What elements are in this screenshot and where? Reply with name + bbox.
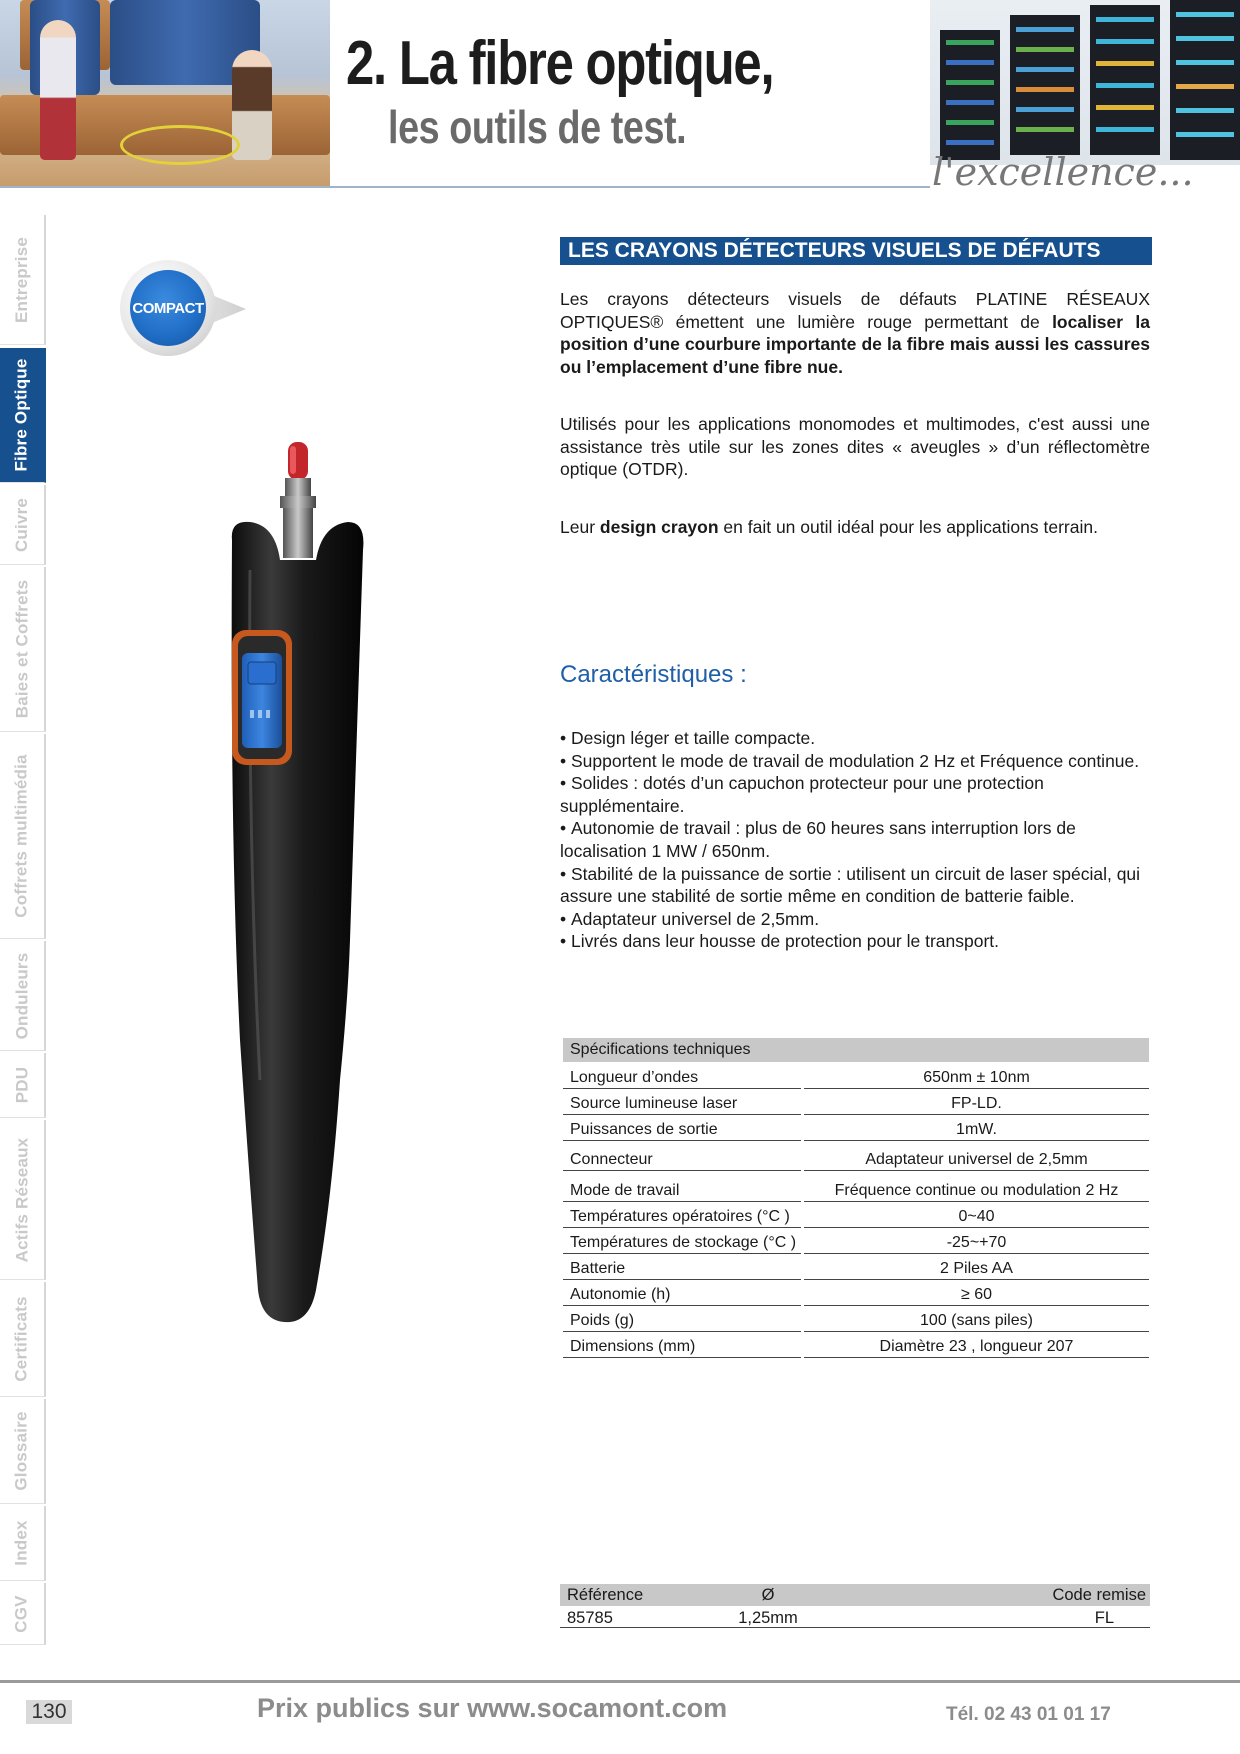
tab-entreprise[interactable] [0,215,46,345]
spec-label: Dimensions (mm) [563,1334,801,1358]
intro-text-bold: localiser la position d’une courbure importante de la fibre mais aussi les cassures ou l’emplacement d’une fibre nue. [560,311,1150,377]
spec-label: Autonomie (h) [563,1282,801,1306]
spec-label: Connecteur [563,1147,801,1171]
table-row [563,1147,1149,1171]
header-photo-patch-panels [930,0,1240,165]
phone-number: Tél. 02 43 01 01 17 [946,1704,1111,1725]
table-row [563,1256,1149,1280]
spec-label: Températures opératoires (°C ) [563,1204,801,1228]
column-header-diameter: Ø [761,1586,775,1604]
code-remise-value: FL [1094,1609,1114,1627]
intro-paragraph [560,288,1150,378]
specs-table-header: Spécifications techniques [563,1038,1149,1062]
spec-value: Diamètre 23 , longueur 207 [804,1334,1149,1358]
characteristics-list [560,727,1160,953]
tab-pdu[interactable] [0,1053,46,1118]
list-item: • Autonomie de travail : plus de 60 heures sans interruption lors de localisation 1 MW / 650nm. [560,817,1160,862]
spec-value: 0~40 [804,1204,1149,1228]
design-text-bold: design crayon [599,517,719,537]
tab-label: Onduleurs [12,952,31,1039]
tab-label: Index [12,1520,31,1566]
spec-value: Adaptateur universel de 2,5mm [804,1147,1149,1171]
spec-label: Longueur d’ondes [563,1065,801,1089]
tab-label: Entreprise [12,236,31,323]
table-row [563,1282,1149,1306]
diameter-value: 1,25mm [738,1609,798,1627]
tab-label: Baies et Coffrets [12,579,31,719]
tab-label: Glossaire [12,1411,32,1491]
design-paragraph [560,516,1150,539]
spec-value: 1mW. [804,1117,1149,1141]
spec-value: -25~+70 [804,1230,1149,1254]
tab-label: Certificats [12,1296,31,1382]
header-divider [0,186,930,188]
tab-index[interactable] [0,1506,46,1581]
header-photo-cable-spools [0,0,330,188]
usage-paragraph: Utilisés pour les applications monomodes et multimodes, c'est aussi une assistance très utile sur les zones dites « aveugles » d’un réflectomètre optique (OTDR). [560,414,1150,479]
table-row [563,1065,1149,1089]
spec-value: FP-LD. [804,1091,1149,1115]
list-item: • Stabilité de la puissance de sortie : utilisent un circuit de laser spécial, qui assure une stabilité de sortie même en condition de batterie faible. [560,863,1160,908]
table-row [563,1230,1149,1254]
brand-tagline: l'excellence... [932,150,1194,194]
list-item: • Livrés dans leur housse de protection pour le transport. [560,930,1160,953]
table-row [563,1091,1149,1115]
footer-divider [0,1680,1240,1683]
spec-value: 650nm ± 10nm [804,1065,1149,1089]
design-text: Leur [560,517,600,537]
column-header-code-remise: Code remise [1052,1586,1146,1604]
tab-label: Fibre Optique [12,358,32,472]
spec-label: Source lumineuse laser [563,1091,801,1115]
design-text-end: en fait un outil idéal pour les applications terrain. [718,517,1098,537]
reference-table-header [560,1584,1150,1606]
tab-label: CGV [11,1594,31,1633]
section-banner: LES CRAYONS DÉTECTEURS VISUELS DE DÉFAUTS [560,237,1152,265]
tab-label: Coffrets multimédia [12,754,31,918]
column-header-reference: Référence [567,1586,644,1604]
table-row [563,1178,1149,1202]
spec-value: 100 (sans piles) [804,1308,1149,1332]
tab-onduleurs[interactable] [0,941,46,1051]
tab-fibre-optique[interactable] [0,348,46,483]
page-number: 130 [26,1700,72,1724]
tab-certificats[interactable] [0,1282,46,1397]
spec-value: 2 Piles AA [804,1256,1149,1280]
compact-badge [120,260,250,356]
table-row [560,1606,1150,1628]
tab-cgv[interactable] [0,1583,46,1645]
spec-label: Mode de travail [563,1178,801,1202]
spec-value: ≥ 60 [804,1282,1149,1306]
tab-label: Cuivre [12,497,32,552]
visual-fault-locator-pen-image [220,440,375,1340]
list-item: • Solides : dotés d’un capuchon protecteur pour une protection supplémentaire. [560,772,1160,817]
tab-actifs-reseaux[interactable] [0,1120,46,1280]
table-row [563,1117,1149,1141]
spec-label: Puissances de sortie [563,1117,801,1141]
spec-label: Batterie [563,1256,801,1280]
tab-coffrets-multimedia[interactable] [0,734,46,939]
section-tabs [0,215,48,1635]
compact-badge-label: COMPACT [132,299,204,317]
table-row [563,1204,1149,1228]
characteristics-title: Caractéristiques : [560,661,747,688]
list-item: • Adaptateur universel de 2,5mm. [560,908,1160,931]
list-item: • Supportent le mode de travail de modulation 2 Hz et Fréquence continue. [560,750,1160,773]
table-row [563,1334,1149,1358]
spec-label: Poids (g) [563,1308,801,1332]
page-header [0,0,1240,205]
price-note: Prix publics sur www.socamont.com [257,1693,728,1723]
reference-value: 85785 [567,1609,613,1627]
intro-text: Les crayons détecteurs visuels de défauts PLATINE RÉSEAUX OPTIQUES® émettent une lumière rouge permettant de [560,289,1150,332]
table-row [563,1308,1149,1332]
tab-label: Actifs Réseaux [12,1137,32,1262]
page-title: 2. La fibre optique, [346,29,774,98]
list-item: • Design léger et taille compacte. [560,727,1160,750]
spec-label: Températures de stockage (°C ) [563,1230,801,1254]
tab-label: PDU [12,1066,31,1104]
tab-glossaire[interactable] [0,1399,46,1504]
page-subtitle: les outils de test. [388,101,687,153]
tab-cuivre[interactable] [0,485,46,565]
spec-value: Fréquence continue ou modulation 2 Hz [804,1178,1149,1202]
tab-baies-et-coffrets[interactable] [0,567,46,732]
